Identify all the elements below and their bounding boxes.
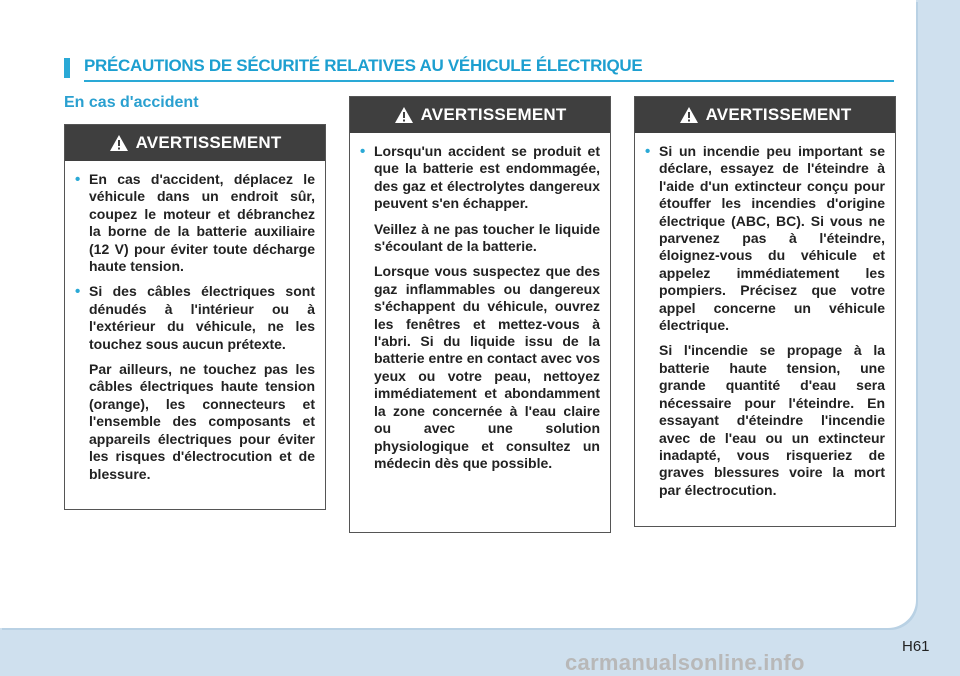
warning-header [635,97,895,133]
bullet-item [645,143,885,334]
warning-label: AVERTISSEMENT [705,105,852,124]
warning-body [350,133,610,490]
page-title: PRÉCAUTIONS DE SÉCURITÉ RELATIVES AU VÉHICULE ÉLECTRIQUE [84,56,643,75]
warning-label: AVERTISSEMENT [135,133,282,152]
bullet-dot-icon: • [75,171,81,188]
warning-box-1 [64,124,326,510]
warning-triangle-icon [394,106,414,124]
paragraph: Si l'incendie se propage à la batterie haute tension, une grande quantité d'eau sera nécessaire pour l'éteindre. En essayant d'éteindre l'incendie avec de l'eau ou un extincteur inadapté, vous risqueriez de graves blessures voire la mort par électrocution. [659,342,885,498]
warning-label: AVERTISSEMENT [420,105,567,124]
bullet-dot-icon: • [75,283,81,301]
item-text: En cas d'accident, déplacez le véhicule dans un endroit sûr, coupez le moteur et débranchez la borne de la batterie auxiliaire (12 V) pour éviter toute décharge haute tension. [89,171,315,275]
paragraph: Par ailleurs, ne touchez pas les câbles électriques haute tension (orange), les connecteurs et l'ensemble des composants et appareils électriques pour éviter les risques d'électrocution et de blessure. [89,361,315,482]
warning-triangle-icon [679,106,699,124]
item-text: Si un incendie peu important se déclare, essayez de l'éteindre à l'aide d'un extincteur conçu pour étouffer les incendies d'origine électrique (ABC, BC). Si vous ne parvenez pas à l'éteindre, éloignez-vous du véhicule et appelez immédiatement les pompiers. Précisez que votre appel concerne un véhicule électrique. [659,143,885,334]
warning-triangle-icon [109,134,129,152]
watermark: carmanualsonline.info [565,650,805,675]
warning-body [635,133,895,517]
paragraph: Veillez à ne pas toucher le liquide s'écoulant de la batterie. [374,220,600,255]
page-number: H61 [902,638,930,655]
warning-box-2 [349,96,611,533]
item-text: Si des câbles électriques sont dénudés à l'intérieur ou à l'extérieur du véhicule, ne les touchez sous aucun prétexte. [89,283,315,352]
bullet-item [75,283,315,353]
title-underline [84,80,894,82]
bullet-dot-icon: • [360,143,366,160]
item-text: Lorsqu'un accident se produit et que la batterie est endommagée, des gaz et électrolytes dangereux peuvent s'en échapper. [374,143,600,212]
paragraph: Lorsque vous suspectez que des gaz inflammables ou dangereux s'échappent du véhicule, ouvrez les fenêtres et mettez-vous à l'abri. Si du liquide issu de la batterie entre en contact avec vos yeux ou votre peau, nettoyez immédiatement et abondamment la zone concernée à l'eau claire ou avec une solution physiologique et consultez un médecin dès que possible. [374,263,600,471]
warning-header [350,97,610,133]
section-heading: En cas d'accident [64,94,199,111]
warning-box-3 [634,96,896,527]
warning-body [65,161,325,501]
bullet-dot-icon: • [645,143,651,160]
warning-header [65,125,325,161]
bullet-item [360,143,600,213]
bullet-item [75,171,315,275]
title-accent-bar [64,58,70,78]
